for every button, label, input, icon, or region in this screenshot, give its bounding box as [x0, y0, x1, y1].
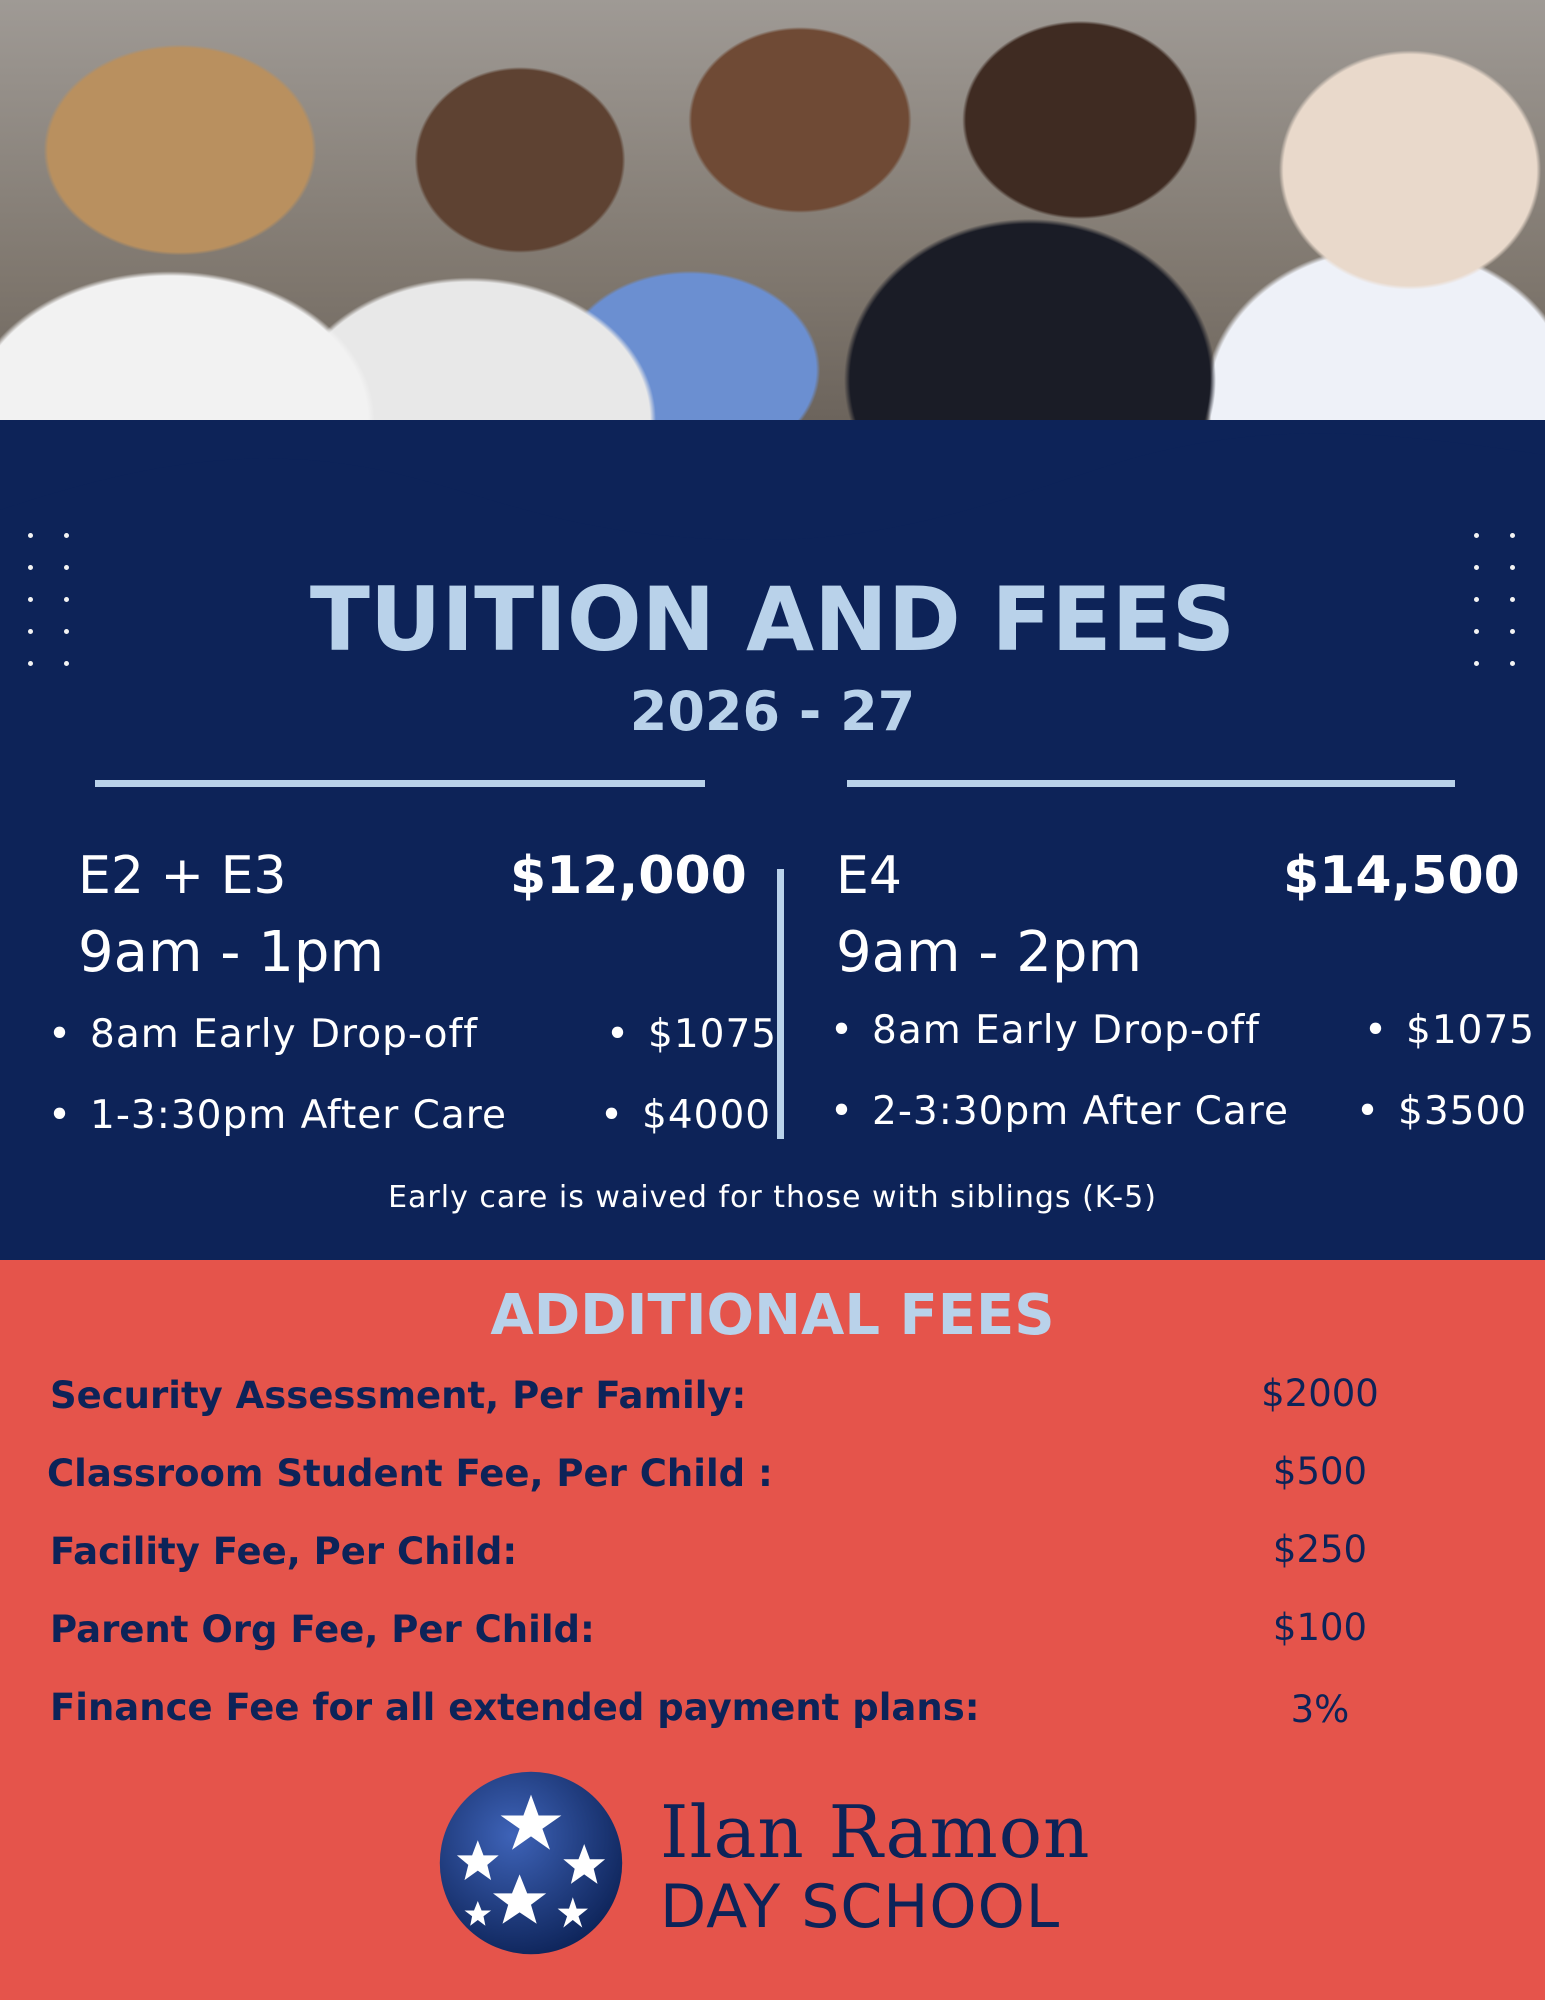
fee-label: Parent Org Fee, Per Child:: [50, 1608, 595, 1651]
school-year: 2026 - 27: [629, 680, 916, 743]
fee-value: $250: [1272, 1528, 1368, 1571]
option-price: • $1075: [606, 1012, 777, 1057]
fee-label: Finance Fee for all extended payment plans:: [50, 1686, 980, 1729]
fee-label: Facility Fee, Per Child:: [50, 1530, 518, 1573]
program-hours-e4: 9am - 2pm: [836, 920, 1143, 985]
fee-value: $100: [1272, 1606, 1368, 1649]
sibling-note: Early care is waived for those with siblings (K-5): [388, 1180, 1157, 1215]
divider-right: [847, 780, 1455, 787]
option-label: • 1-3:30pm After Care: [48, 1093, 507, 1138]
option-price: • $1075: [1364, 1008, 1535, 1053]
fee-value: 3%: [1290, 1688, 1350, 1731]
wave-divider: [0, 0, 1545, 560]
program-name-e2-e3: E2 + E3: [78, 846, 287, 906]
program-price-e4: $14,500: [1283, 846, 1520, 906]
option-label: • 8am Early Drop-off: [830, 1008, 1260, 1053]
school-logo-icon: [436, 1768, 626, 1958]
option-label: • 8am Early Drop-off: [48, 1012, 478, 1057]
program-price-e2-e3: $12,000: [510, 846, 747, 906]
option-price: • $4000: [600, 1093, 771, 1138]
additional-fees-title: ADDITIONAL FEES: [490, 1283, 1055, 1348]
program-name-e4: E4: [836, 846, 902, 906]
divider-left: [95, 780, 705, 787]
fee-value: $2000: [1261, 1372, 1379, 1415]
program-hours-e2-e3: 9am - 1pm: [78, 920, 385, 985]
option-label: • 2-3:30pm After Care: [830, 1089, 1289, 1134]
school-name-line2: DAY SCHOOL: [660, 1872, 1061, 1942]
fee-label: Security Assessment, Per Family:: [50, 1374, 747, 1417]
fee-label: Classroom Student Fee, Per Child :: [47, 1452, 773, 1495]
column-divider: [777, 869, 784, 1139]
school-name-line1: Ilan Ramon: [660, 1790, 1091, 1874]
fee-value: $500: [1272, 1450, 1368, 1493]
option-price: • $3500: [1356, 1089, 1527, 1134]
page-title: TUITION AND FEES: [309, 568, 1236, 671]
